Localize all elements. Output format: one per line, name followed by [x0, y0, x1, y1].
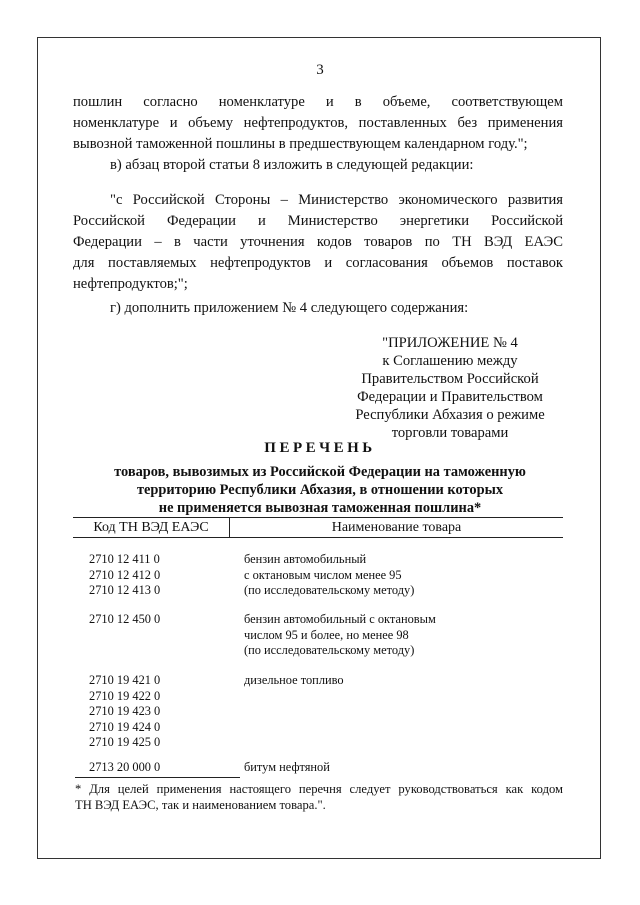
- product-name: бензин автомобильный с октановым: [244, 612, 436, 626]
- tnved-code: 2710 12 413 0: [89, 583, 161, 597]
- product-name: (по исследовательскому методу): [244, 583, 415, 597]
- tnved-code: 2710 19 425 0: [89, 735, 161, 749]
- name-cell: [244, 552, 564, 599]
- name-cell: [244, 673, 564, 689]
- footnote-rule: [75, 777, 240, 778]
- text-line: нефтепродуктов;";: [73, 276, 188, 292]
- list-subtitle: [70, 463, 570, 517]
- code-cell: [89, 673, 160, 751]
- name-cell: [244, 612, 564, 659]
- page-number: 3: [316, 62, 324, 78]
- code-cell: [89, 552, 160, 599]
- appendix-header: [330, 334, 570, 442]
- column-header-code: Код ТН ВЭД ЕАЭС: [93, 520, 209, 535]
- footnote-line: ТН ВЭД ЕАЭС, так и наименованием товара.".: [75, 798, 326, 812]
- product-name: с октановым числом менее 95: [244, 567, 402, 582]
- item-v: [73, 155, 563, 176]
- text-line: г) дополнить приложением № 4 следующего содержания:: [110, 300, 469, 316]
- text-line: в) абзац второй статьи 8 изложить в следующей редакции:: [110, 157, 474, 173]
- subtitle-line: товаров, вывозимых из Российской Федерации на таможенную: [114, 464, 526, 480]
- tnved-code: 2710 12 411 0: [89, 552, 160, 566]
- name-cell: [244, 760, 564, 776]
- text-line: пошлин согласно номенклатуре и в объеме, соответствующем: [73, 94, 563, 110]
- text-line: "с Российской Стороны – Министерство экономического развития: [110, 192, 563, 208]
- tnved-code: 2710 19 422 0: [89, 688, 161, 703]
- text-line: вывозной таможенной пошлины в предшествующем календарном году.";: [73, 136, 528, 152]
- text-line: Федерации – в части уточнения кодов товаров по ТН ВЭД ЕАЭС: [73, 234, 563, 250]
- tnved-code: 2710 12 450 0: [89, 612, 161, 626]
- table-header: [73, 517, 563, 538]
- tnved-code: 2710 12 412 0: [89, 567, 161, 582]
- product-name: числом 95 и более, но менее 98: [244, 627, 409, 642]
- product-name: (по исследовательскому методу): [244, 643, 415, 657]
- product-name: дизельное топливо: [244, 673, 344, 687]
- subtitle-line: территорию Республики Абхазия, в отношении которых: [136, 482, 504, 498]
- column-header-name: Наименование товара: [331, 520, 462, 535]
- code-cell: [89, 612, 160, 628]
- text-line: Российской Федерации и Министерство энергетики Российской: [73, 213, 563, 229]
- text-line: номенклатуре и объему нефтепродуктов, поставленных без применения: [73, 115, 563, 131]
- tnved-code: 2713 20 000 0: [89, 760, 161, 774]
- tnved-code: 2710 19 424 0: [89, 719, 161, 734]
- tnved-code: 2710 19 423 0: [89, 704, 161, 718]
- appendix-line: Республики Абхазия о режиме: [355, 407, 545, 423]
- subtitle-line: не применяется вывозная таможенная пошлина*: [158, 500, 482, 516]
- product-name: битум нефтяной: [244, 760, 330, 774]
- footnote-line: * Для целей применения настоящего перечня следует руководствоваться как кодом: [75, 782, 563, 796]
- footnote: [75, 781, 563, 813]
- appendix-line: к Соглашению между: [382, 353, 518, 369]
- quoted-paragraph: [73, 190, 563, 295]
- tnved-code: 2710 19 421 0: [89, 673, 161, 687]
- appendix-line: Правительством Российской: [361, 371, 539, 387]
- product-name: бензин автомобильный: [244, 552, 367, 566]
- text-line: для поставляемых нефтепродуктов и согласования объемов поставок: [73, 255, 563, 271]
- appendix-line: Федерации и Правительством: [357, 389, 543, 405]
- list-title: ПЕРЕЧЕНЬ: [264, 440, 376, 456]
- code-cell: [89, 760, 160, 776]
- appendix-line: торговли товарами: [391, 425, 509, 441]
- paragraph-continuation: [73, 92, 563, 155]
- item-g: [73, 298, 563, 319]
- appendix-line: "ПРИЛОЖЕНИЕ № 4: [382, 335, 518, 351]
